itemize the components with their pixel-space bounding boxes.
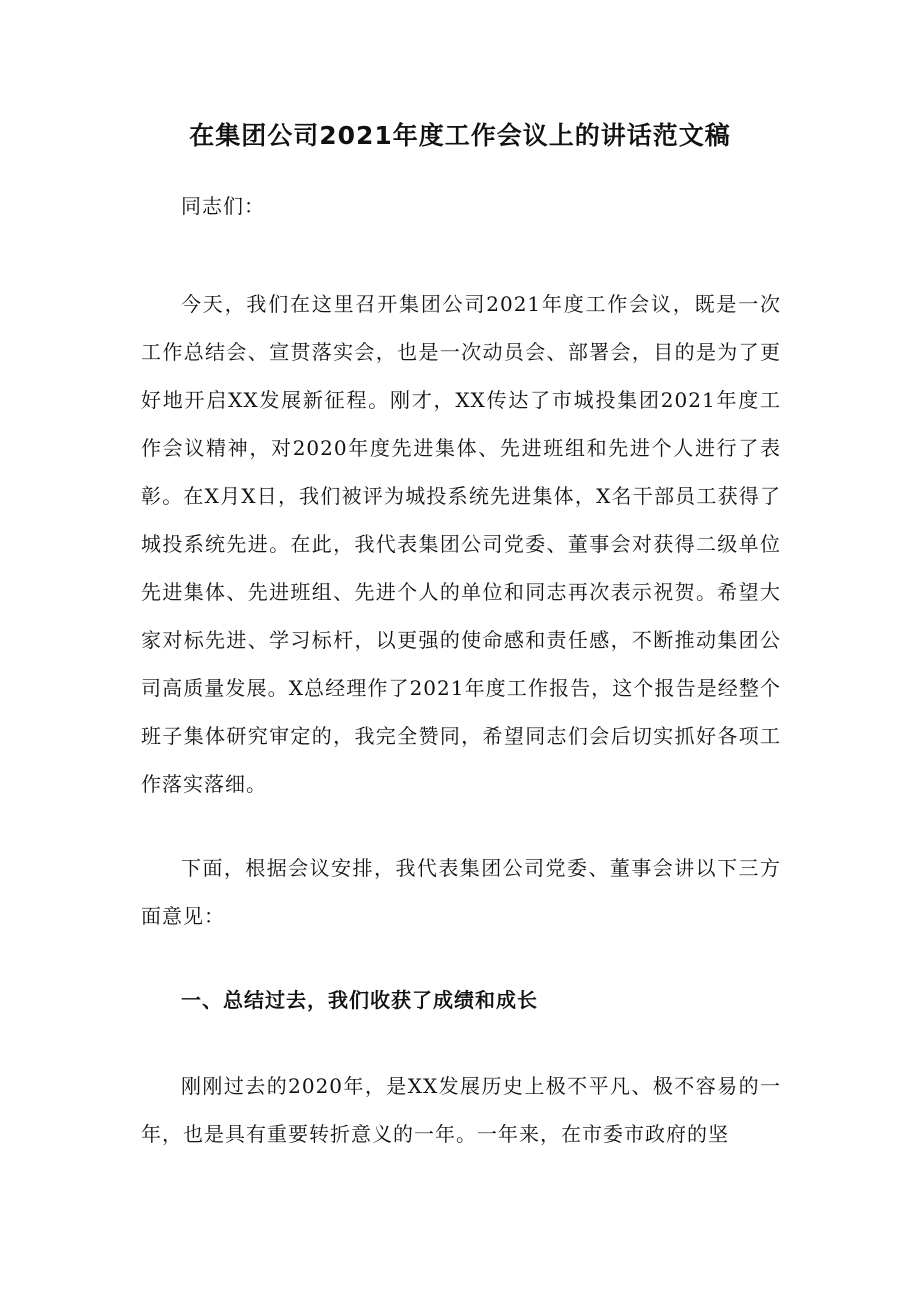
section-heading: 一、总结过去，我们收获了成绩和成长 xyxy=(181,988,538,1012)
salutation: 同志们： xyxy=(181,194,265,218)
paragraph-agenda: 下面，根据会议安排，我代表集团公司党委、董事会讲以下三方面意见： xyxy=(141,856,781,928)
paragraph-section-one: 刚刚过去的2020年，是XX发展历史上极不平凡、极不容易的一年，也是具有重要转折意义的一年。一年来，在市委市政府的坚 xyxy=(141,1074,781,1146)
document-title: 在集团公司2021年度工作会议上的讲话范文稿 xyxy=(189,121,731,150)
paragraph-opening: 今天，我们在这里召开集团公司2021年度工作会议，既是一次工作总结会、宣贯落实会，也是一次动员会、部署会，目的是为了更好地开启XX发展新征程。刚才，XX传达了市城投集团2021年度工作会议精神，对2020年度先进集体、先进班组和先进个人进行了表彰。在X月X日，我们被评为城投系统先进集体，X名干部员工获得了城投系统先进。在此，我代表集团公司党委、董事会对获得二级单位先进集体、先进班组、先进个人的单位和同志再次表示祝贺。希望大家对标先进、学习标杆，以更强的使命感和责任感，不断推动集团公司高质量发展。X总经理作了2021年度工作报告，这个报告是经整个班子集体研究审定的，我完全赞同，希望同志们会后切实抓好各项工作落实落细。 xyxy=(141,292,781,796)
